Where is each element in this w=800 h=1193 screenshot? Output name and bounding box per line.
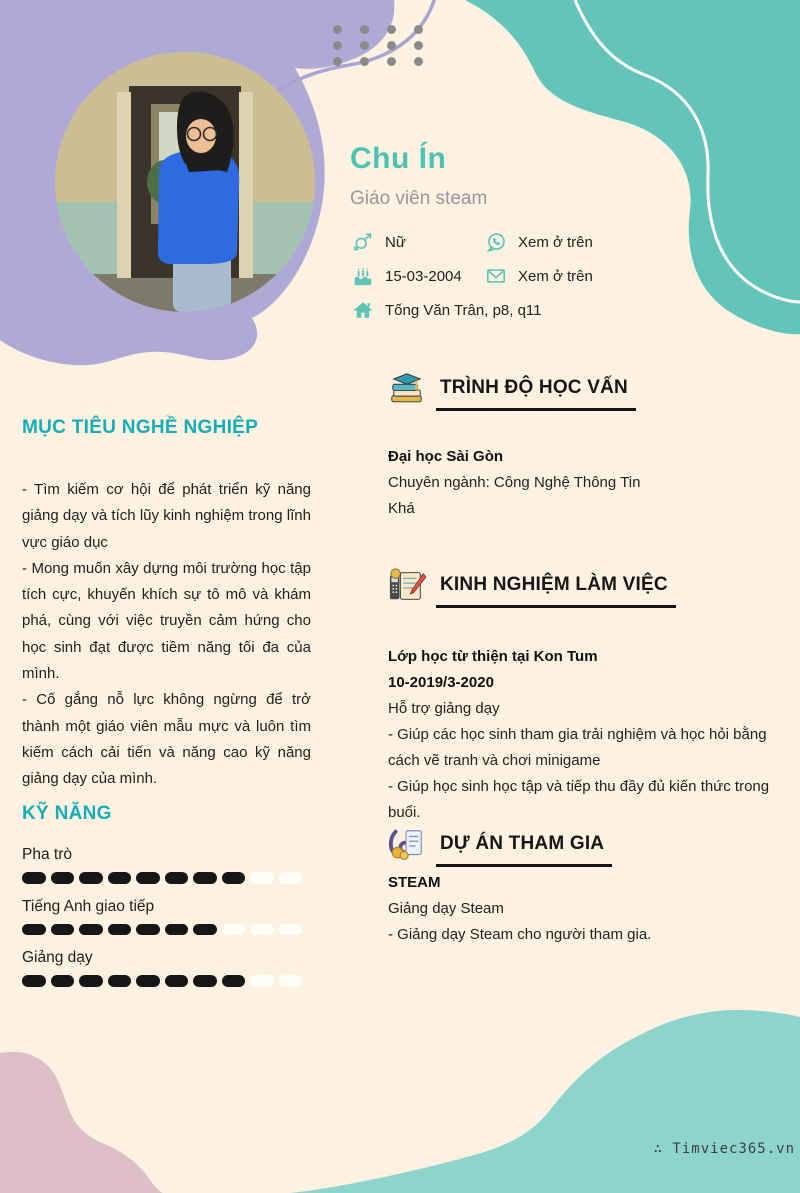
home-icon <box>352 299 374 321</box>
documents-pencil-icon <box>388 567 426 605</box>
skill-pill <box>250 872 274 884</box>
skill-pill <box>279 924 303 936</box>
skill-level-bar <box>22 924 311 936</box>
skill-pill <box>250 975 274 987</box>
skill-pill <box>165 924 189 936</box>
skill-pill <box>22 975 46 987</box>
skill-pill <box>136 975 160 987</box>
skill-item <box>22 948 311 987</box>
project-name: STEAM <box>388 874 441 891</box>
contact-info <box>352 231 772 333</box>
phone-value: Xem ở trên <box>518 233 593 251</box>
skill-pill <box>22 924 46 936</box>
books-graduation-cap-icon <box>388 370 426 408</box>
skills-list <box>22 845 311 1000</box>
skill-pill <box>165 872 189 884</box>
objective-heading: MỤC TIÊU NGHỀ NGHIỆP <box>22 417 259 438</box>
skill-pill <box>108 975 132 987</box>
objective-line: - Cố gắng nỗ lực không ngừng để trở thành một giáo viên mẫu mực và luôn tìm kiếm cách cải tiến và năng cao kỹ năng giảng dạy của mình. <box>22 691 311 788</box>
skill-level-bar <box>22 975 311 987</box>
skill-pill <box>222 975 246 987</box>
envelope-icon <box>485 265 507 287</box>
gender-icon <box>352 231 374 253</box>
birthday-cake-icon <box>352 265 374 287</box>
experience-heading: KINH NGHIỆM LÀM VIỆC <box>436 567 676 608</box>
notepad-coins-icon <box>388 826 426 864</box>
teal-wave <box>280 1000 800 1193</box>
skill-pill <box>51 975 75 987</box>
email-value: Xem ở trên <box>518 267 593 285</box>
experience-detail: - Giúp học sinh học tập và tiếp thu đầy đủ kiến thức trong buổi. <box>388 778 770 821</box>
education-heading: TRÌNH ĐỘ HỌC VẤN <box>436 370 636 411</box>
address-field <box>352 299 542 321</box>
projects-heading: DỰ ÁN THAM GIA <box>436 826 612 867</box>
skill-label: Giảng dạy <box>22 949 93 966</box>
experience-period: 10-2019/3-2020 <box>388 674 494 691</box>
skill-pill <box>222 872 246 884</box>
skill-label: Pha trò <box>22 846 72 863</box>
person-name: Chu Ín <box>350 142 447 175</box>
skill-pill <box>193 975 217 987</box>
skill-pill <box>51 872 75 884</box>
watermark: ∴ Timviec365.vn <box>653 1141 795 1157</box>
skill-label: Tiếng Anh giao tiếp <box>22 897 155 915</box>
objective-line: - Mong muốn xây dựng môi trường học tập tích cực, khuyến khích sự tô mô và khám phá, cùng với việc truyền cảm hứng cho học sinh đạt được tiềm năng tối đa của mình. <box>22 559 311 683</box>
skill-pill <box>22 872 46 884</box>
skill-item <box>22 845 311 884</box>
job-title: Giáo viên steam <box>350 188 488 209</box>
skill-level-bar <box>22 872 311 884</box>
education-grade: Khá <box>388 500 415 517</box>
skill-pill <box>222 924 246 936</box>
experience-detail: - Giúp các học sinh tham gia trải nghiệm và học hỏi bằng cách vẽ tranh và chơi minigame <box>388 726 767 769</box>
skill-pill <box>136 924 160 936</box>
skill-pill <box>250 924 274 936</box>
skills-heading: KỸ NĂNG <box>22 803 112 824</box>
skill-item <box>22 897 311 936</box>
project-detail: - Giảng dạy Steam cho người tham gia. <box>388 926 652 943</box>
education-major: Chuyên ngành: Công Nghệ Thông Tin <box>388 474 641 491</box>
pink-blob <box>0 1040 170 1193</box>
skill-pill <box>79 924 103 936</box>
projects-section <box>388 826 794 948</box>
skill-pill <box>79 975 103 987</box>
skill-pill <box>165 975 189 987</box>
skill-pill <box>279 872 303 884</box>
objective-line: - Tìm kiếm cơ hội để phát triển kỹ năng giảng dạy và tích lũy kinh nghiệm trong lĩnh vực giáo dục <box>22 481 311 551</box>
skill-pill <box>193 872 217 884</box>
experience-organization: Lớp học từ thiện tại Kon Tum <box>388 648 598 665</box>
birthday-field <box>352 265 485 287</box>
phone-field <box>485 231 593 253</box>
experience-section <box>388 567 794 826</box>
gender-field <box>352 231 485 253</box>
skill-pill <box>79 872 103 884</box>
birthday-value: 15-03-2004 <box>385 267 462 285</box>
skill-pill <box>193 924 217 936</box>
email-field <box>485 265 593 287</box>
education-school: Đại học Sài Gòn <box>388 448 504 465</box>
whatsapp-icon <box>485 231 507 253</box>
skill-pill <box>279 975 303 987</box>
skill-pill <box>51 924 75 936</box>
skill-pill <box>108 872 132 884</box>
education-section <box>388 370 794 522</box>
gender-value: Nữ <box>385 233 406 251</box>
skill-pill <box>108 924 132 936</box>
objective-text <box>22 477 311 793</box>
address-value: Tống Văn Trân, p8, q11 <box>385 301 542 319</box>
dots-pattern <box>333 25 423 66</box>
experience-role: Hỗ trợ giảng dạy <box>388 700 500 717</box>
profile-photo <box>55 52 315 312</box>
skill-pill <box>136 872 160 884</box>
project-role: Giảng dạy Steam <box>388 900 504 917</box>
